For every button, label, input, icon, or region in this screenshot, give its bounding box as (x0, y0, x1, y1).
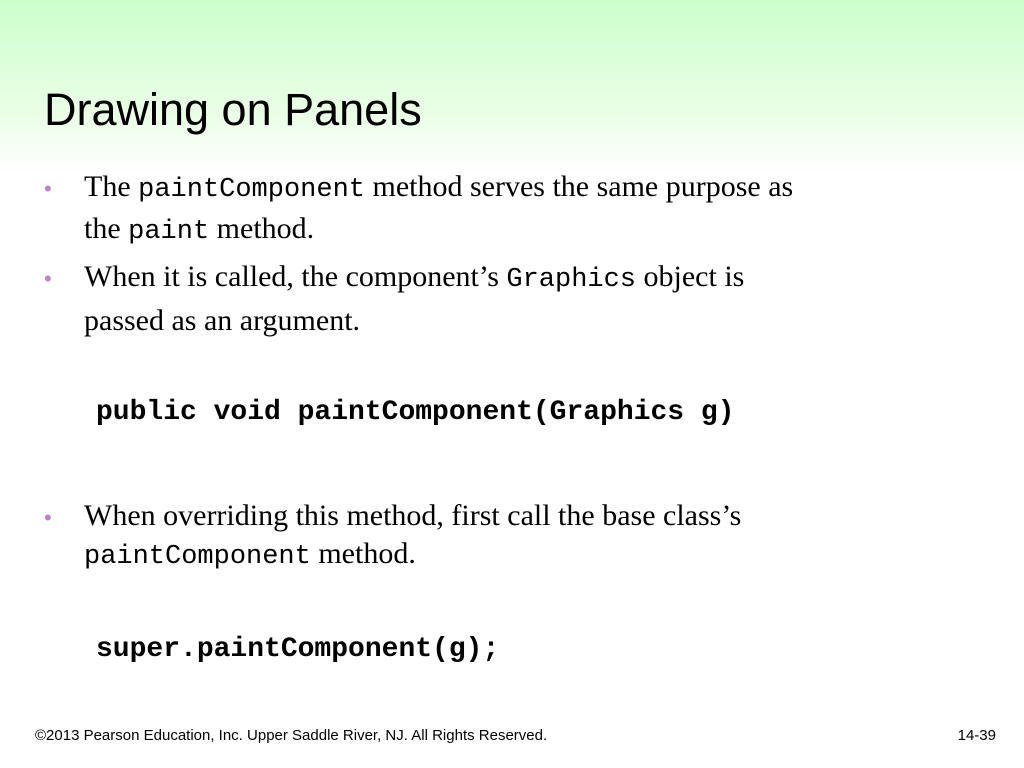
bullet-text: the (84, 212, 129, 245)
footer-copyright: ©2013 Pearson Education, Inc. Upper Saddle River, NJ. All Rights Reserved. (35, 727, 548, 744)
inline-code: paintComponent (84, 542, 311, 572)
bullet-text: object is (636, 260, 745, 293)
code-line-super-call: super.paintComponent(g); (96, 634, 500, 665)
slide-title: Drawing on Panels (44, 84, 422, 135)
bullet-dot-icon: • (44, 176, 52, 201)
bullet-2-line-1 (84, 260, 744, 295)
bullet-3-line-2 (84, 537, 416, 572)
bullet-2-line-2 (84, 304, 360, 338)
bullet-text: When overriding this method, first call the base class’s (84, 499, 742, 532)
bullet-text: passed as an argument. (84, 304, 361, 337)
inline-code: paintComponent (138, 175, 365, 205)
bullet-text: method serves the same purpose as (364, 170, 794, 203)
code-line-method-signature: public void paintComponent(Graphics g) (96, 397, 735, 428)
bullet-1-line-1 (84, 170, 793, 205)
inline-code: paint (128, 217, 210, 247)
bullet-dot-icon: • (44, 505, 52, 530)
inline-code: Graphics (506, 265, 637, 295)
bullet-3-line-1 (84, 499, 741, 533)
bullet-1-line-2 (84, 212, 314, 247)
bullet-text: method. (209, 212, 315, 245)
bullet-text: When it is called, the component’s (84, 260, 507, 293)
bullet-text: method. (310, 537, 416, 570)
bullet-dot-icon: • (44, 266, 52, 291)
bullet-text: The (84, 170, 139, 203)
footer-page-number: 14-39 (957, 727, 996, 744)
